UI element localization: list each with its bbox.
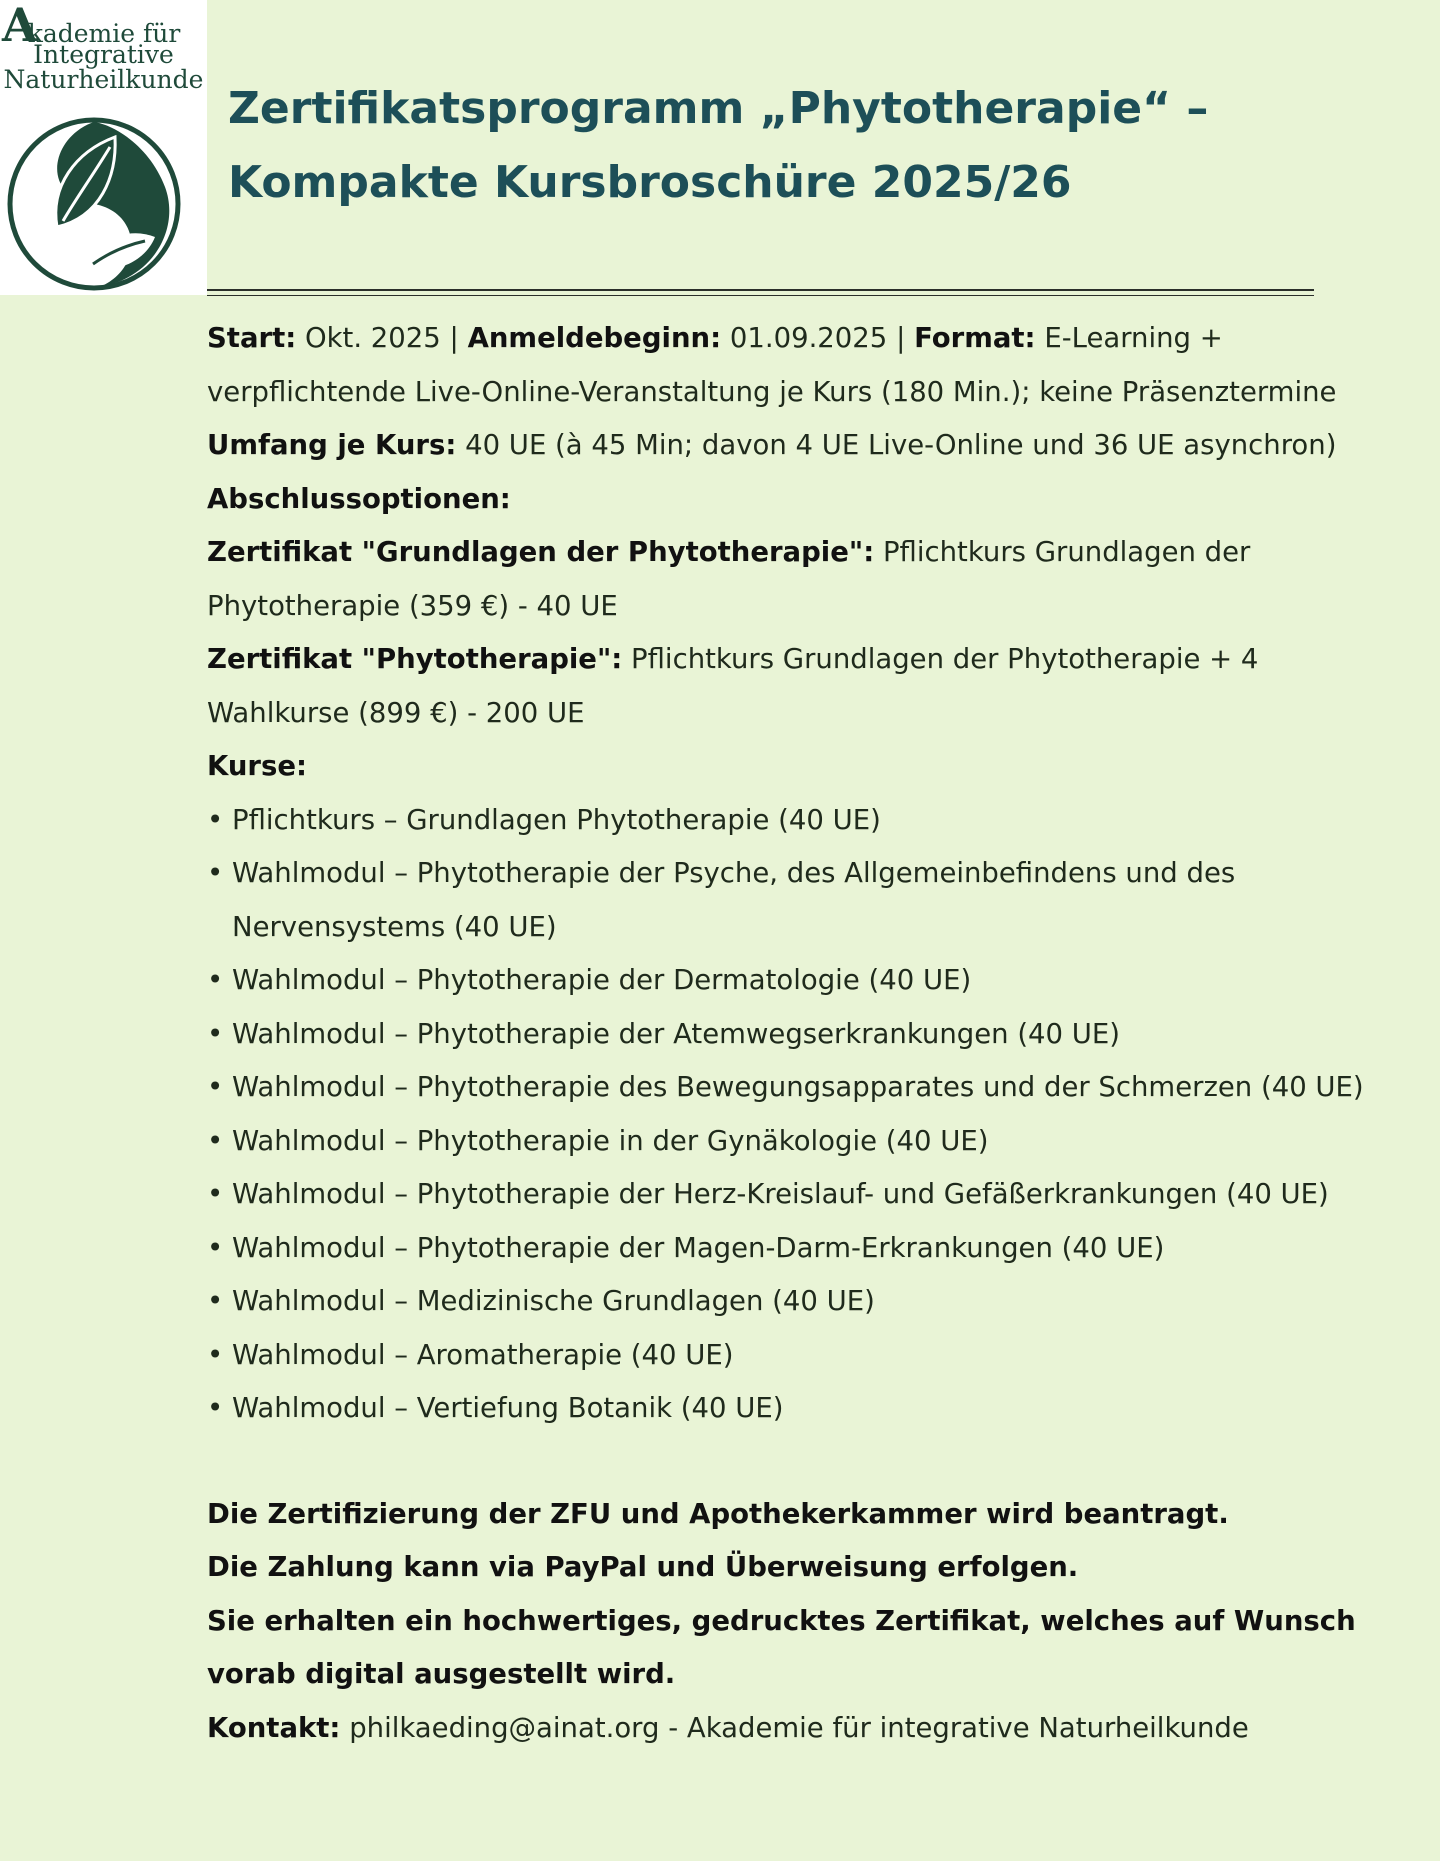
course-item: • Wahlmodul – Phytotherapie der Atemwegserkrankungen (40 UE) — [207, 1008, 1377, 1062]
leaf-emblem-icon — [5, 117, 183, 292]
title-line-1: Zertifikatsprogramm „Phytotherapie“ – — [228, 83, 1209, 134]
notes — [207, 1488, 1377, 1702]
option-label: Zertifikat "Grundlagen der Phytotherapie": — [207, 536, 875, 568]
page-title — [228, 72, 1378, 220]
course-item: • Pflichtkurs – Grundlagen Phytotherapie (40 UE) — [207, 794, 1377, 848]
option-basic-certificate — [207, 526, 1377, 633]
course-item: • Wahlmodul – Medizinische Grundlagen (40 UE) — [207, 1275, 1377, 1329]
option-label: Zertifikat "Phytotherapie": — [207, 643, 623, 675]
course-item: • Wahlmodul – Phytotherapie der Dermatologie (40 UE) — [207, 954, 1377, 1008]
certification-note: Die Zertifizierung der ZFU und Apothekerkammer wird beantragt. — [207, 1497, 1229, 1530]
scope-value: 40 UE (à 45 Min; davon 4 UE Live-Online und 36 UE asynchron) — [465, 429, 1337, 461]
info-scope — [207, 419, 1377, 473]
course-item: • Wahlmodul – Phytotherapie der Magen-Darm-Erkrankungen (40 UE) — [207, 1222, 1377, 1276]
logo-line-3: Naturheilkunde — [3, 65, 204, 94]
logo-line-1: kademie für — [27, 19, 181, 48]
option-value: Pflichtkurs Grundlagen der Phytotherapie + 4 Wahlkurse (899 €) - 200 UE — [207, 643, 1259, 729]
contact-line — [207, 1702, 1377, 1756]
courses-heading: Kurse: — [207, 750, 307, 782]
start-value: Okt. 2025 — [304, 322, 441, 354]
registration-label: Anmeldebeginn: — [467, 322, 722, 354]
course-item: • Wahlmodul – Phytotherapie in der Gynäkologie (40 UE) — [207, 1115, 1377, 1169]
title-divider — [207, 289, 1314, 296]
contact-org: Akademie für integrative Naturheilkunde — [686, 1711, 1249, 1744]
logo-wordmark — [0, 2, 207, 92]
title-line-2: Kompakte Kursbroschüre 2025/26 — [228, 157, 1072, 208]
option-full-certificate — [207, 633, 1377, 740]
options-heading: Abschlussoptionen: — [207, 482, 511, 515]
spacer — [207, 1436, 1377, 1488]
course-item: • Wahlmodul – Phytotherapie der Psyche, des Allgemeinbefindens und des Nervensystems (40 UE) — [207, 847, 1377, 954]
course-item: • Wahlmodul – Phytotherapie der Herz-Kreislauf- und Gefäßerkrankungen (40 UE) — [207, 1168, 1377, 1222]
brochure-content — [207, 312, 1377, 1755]
logo-line-2: Integrative — [33, 40, 174, 69]
logo-initial: A — [2, 0, 36, 52]
contact-email-link[interactable]: philkaeding@ainat.org — [349, 1711, 660, 1744]
format-label: Format: — [914, 322, 1036, 354]
separator: | — [449, 322, 459, 354]
option-value: Pflichtkurs Grundlagen der Phytotherapie (359 €) - 40 UE — [207, 536, 1251, 622]
course-item: • Wahlmodul – Aromatherapie (40 UE) — [207, 1329, 1377, 1383]
contact-label: Kontakt: — [207, 1711, 341, 1744]
course-item: • Wahlmodul – Phytotherapie des Bewegungsapparates und der Schmerzen (40 UE) — [207, 1061, 1377, 1115]
scope-label: Umfang je Kurs: — [207, 429, 457, 461]
start-label: Start: — [207, 322, 297, 354]
certificate-note: Sie erhalten ein hochwertiges, gedrucktes Zertifikat, welches auf Wunsch vorab digital ausgestellt wird. — [207, 1604, 1356, 1690]
payment-note: Die Zahlung kann via PayPal und Überweisung erfolgen. — [207, 1551, 1079, 1583]
course-item: • Wahlmodul – Vertiefung Botanik (40 UE) — [207, 1382, 1377, 1436]
registration-value: 01.09.2025 — [729, 322, 888, 354]
separator: | — [896, 322, 906, 354]
format-value: E-Learning + verpflichtende Live-Online-Veranstaltung je Kurs (180 Min.); keine Präsenztermine — [207, 322, 1337, 408]
academy-logo — [0, 0, 207, 295]
separator: - — [668, 1711, 679, 1744]
course-list — [207, 794, 1377, 1436]
info-start-format — [207, 312, 1377, 419]
